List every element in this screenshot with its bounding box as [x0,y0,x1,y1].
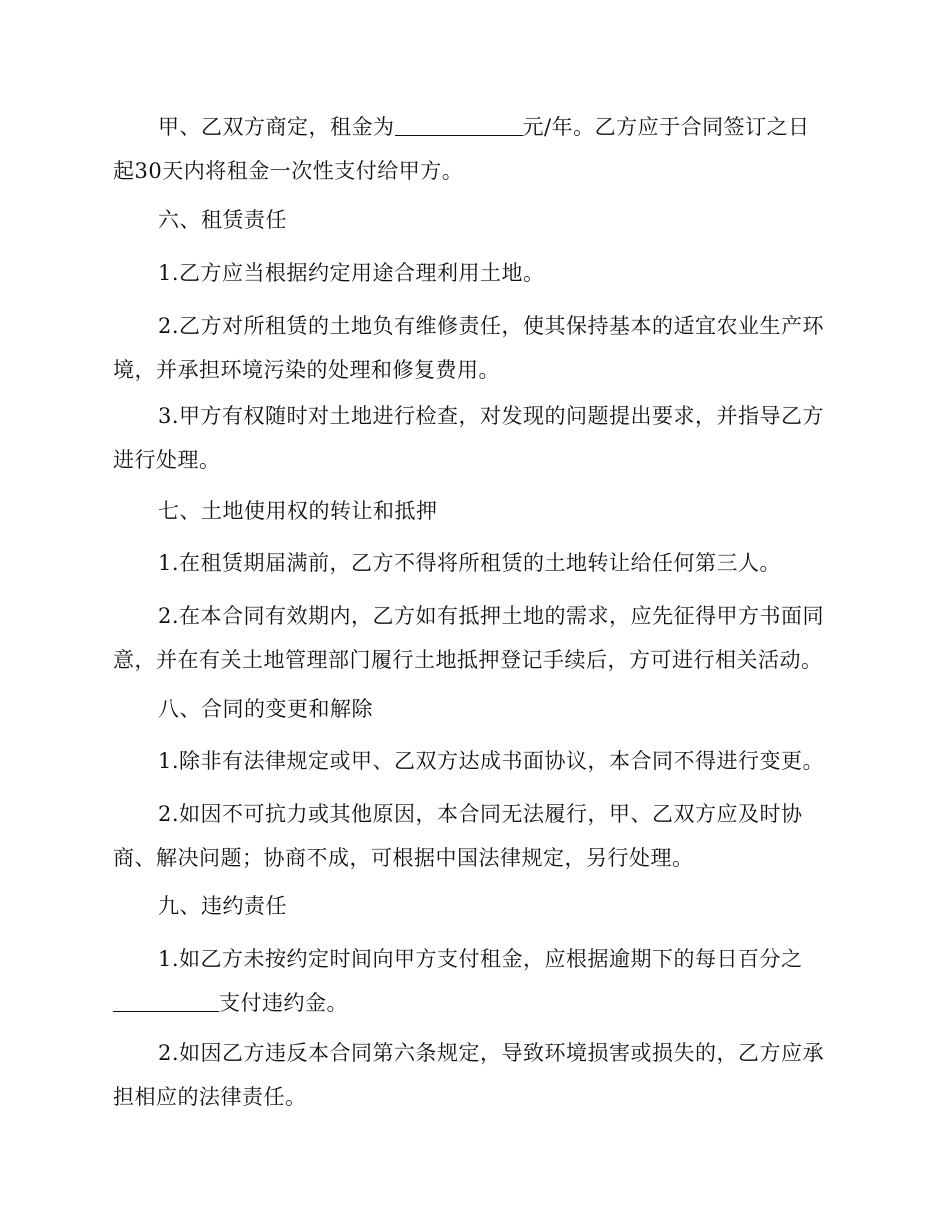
section-9-item-2: 2.如因乙方违反本合同第六条规定，导致环境损害或损失的，乙方应承 担相应的法律责任。 [113,1041,825,1109]
section-7-heading: 七、土地使用权的转让和抵押 [158,499,438,523]
section-9-item-1: 1.如乙方未按约定时间向甲方支付租金，应根据逾期下的每日百分之 支付违约金。 [113,937,833,1025]
section-8-item-1: 1.除非有法律规定或甲、乙双方达成书面协议，本合同不得进行变更。 [158,749,825,773]
section-6-heading: 六、租赁责任 [158,208,287,232]
rent-text-after-blank: 元/年。乙方应于合同签订之日 [522,115,810,139]
section-6-item-1: 1.乙方应当根据约定用途合理利用土地。 [158,261,545,285]
penalty-percent-blank [113,985,219,1012]
section-9-heading: 九、违约责任 [158,894,287,918]
section-8-item-2: 2.如因不可抗力或其他原因，本合同无法履行，甲、乙双方应及时协 商、解决问题；协商不成，可根据中国法律规定，另行处理。 [113,802,803,870]
rent-paragraph [113,105,833,193]
section-7-item-2: 2.在本合同有效期内，乙方如有抵押土地的需求，应先征得甲方书面同 意，并在有关土地管理部门履行土地抵押登记手续后，方可进行相关活动。 [113,604,825,672]
rent-text-line-2: 起30天内将租金一次性支付给甲方。 [113,159,464,183]
section-7-item-1: 1.在租赁期届满前，乙方不得将所租赁的土地转让给任何第三人。 [158,551,782,575]
section-6-item-2: 2.乙方对所租赁的土地负有维修责任，使其保持基本的适宜农业生产环 境，并承担环境污染的处理和修复费用。 [113,314,825,382]
penalty-text-after-blank: 支付违约金。 [219,991,348,1015]
section-6-item-3: 3.甲方有权随时对土地进行检查，对发现的问题提出要求，并指导乙方 进行处理。 [113,404,825,472]
rent-amount-blank [395,109,523,136]
section-8-heading: 八、合同的变更和解除 [158,697,373,721]
rent-text-before-blank: 甲、乙双方商定，租金为 [158,115,395,139]
